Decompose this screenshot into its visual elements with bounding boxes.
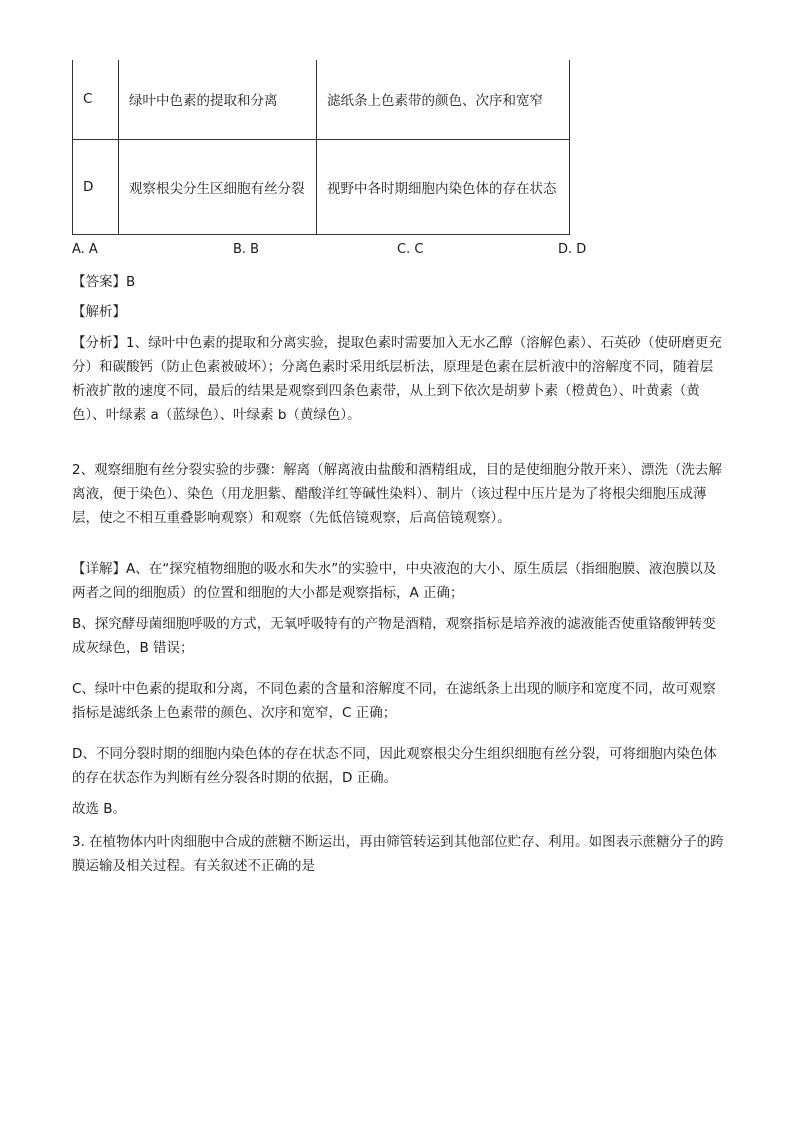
option-b: B. B [233,242,260,257]
detail-paragraph-d: D、不同分裂时期的细胞内染色体的存在状态不同，因此观察根尖分生组织细胞有丝分裂，可将细胞内染色体的存在状态作为判断有丝分裂各时期的依据，D 正确。 [72,746,717,786]
answer-options [72,242,602,260]
experiment-name: 观察根尖分生区细胞有丝分裂 [119,139,317,234]
analysis-heading: 【解析】 [72,304,126,320]
table-row [73,60,570,139]
table-row [73,139,570,234]
option-a: A. A [72,242,98,257]
experiment-name: 绿叶中色素的提取和分离 [119,60,317,139]
analysis-paragraph-1: 【分析】1、绿叶中色素的提取和分离实验，提取色素时需要加入无水乙醇（溶解色素）、石英砂（使研磨更充分）和碳酸钙（防止色素被破坏）；分离色素时采用纸层析法，原理是色素在层析液中的溶解度不同，随着层析液扩散的速度不同，最后的结果是观察到四条色素带，从上到下依次是胡萝卜素（橙黄色）、叶黄素（黄色）、叶绿素 a（蓝绿色）、叶绿素 b（黄绿色）。 [72,335,722,423]
row-label: D [73,139,119,234]
answer-line: 【答案】B [72,274,136,290]
row-label: C [73,60,119,139]
detail-paragraph-a: 【详解】A、在“探究植物细胞的吸水和失水”的实验中，中央液泡的大小、原生质层（指细胞膜、液泡膜以及两者之间的细胞质）的位置和细胞的大小都是观察指标，A 正确； [72,561,717,601]
detail-paragraph-c: C、绿叶中色素的提取和分离，不同色素的含量和溶解度不同，在滤纸条上出现的顺序和宽度不同，故可观察指标是滤纸条上色素带的颜色、次序和宽窄，C 正确； [72,681,716,721]
detail-paragraph-b: B、探究酵母菌细胞呼吸的方式，无氧呼吸特有的产物是酒精，观察指标是培养液的滤液能否使重铬酸钾转变成灰绿色，B 错误； [72,616,716,656]
option-c: C. C [397,242,424,257]
observation-indicator: 滤纸条上色素带的颜色、次序和宽窄 [317,60,570,139]
question-3-text: 3. 在植物体内叶肉细胞中合成的蔗糖不断运出，再由筛管转运到其他部位贮存、利用。如图表示蔗糖分子的跨膜运输及相关过程。有关叙述不正确的是 [72,834,724,874]
analysis-paragraph-2: 2、观察细胞有丝分裂实验的步骤：解离（解离液由盐酸和酒精组成，目的是使细胞分散开来）、漂洗（洗去解离液，便于染色）、染色（用龙胆紫、醋酸洋红等碱性染料）、制片（该过程中压片是为了将根尖细胞压成薄层，使之不相互重叠影响观察）和观察（先低倍镜观察，后高倍镜观察）。 [72,462,722,526]
conclusion-line: 故选 B。 [72,801,127,817]
option-d: D. D [558,242,587,257]
options-table [72,60,570,235]
observation-indicator: 视野中各时期细胞内染色体的存在状态 [317,139,570,234]
